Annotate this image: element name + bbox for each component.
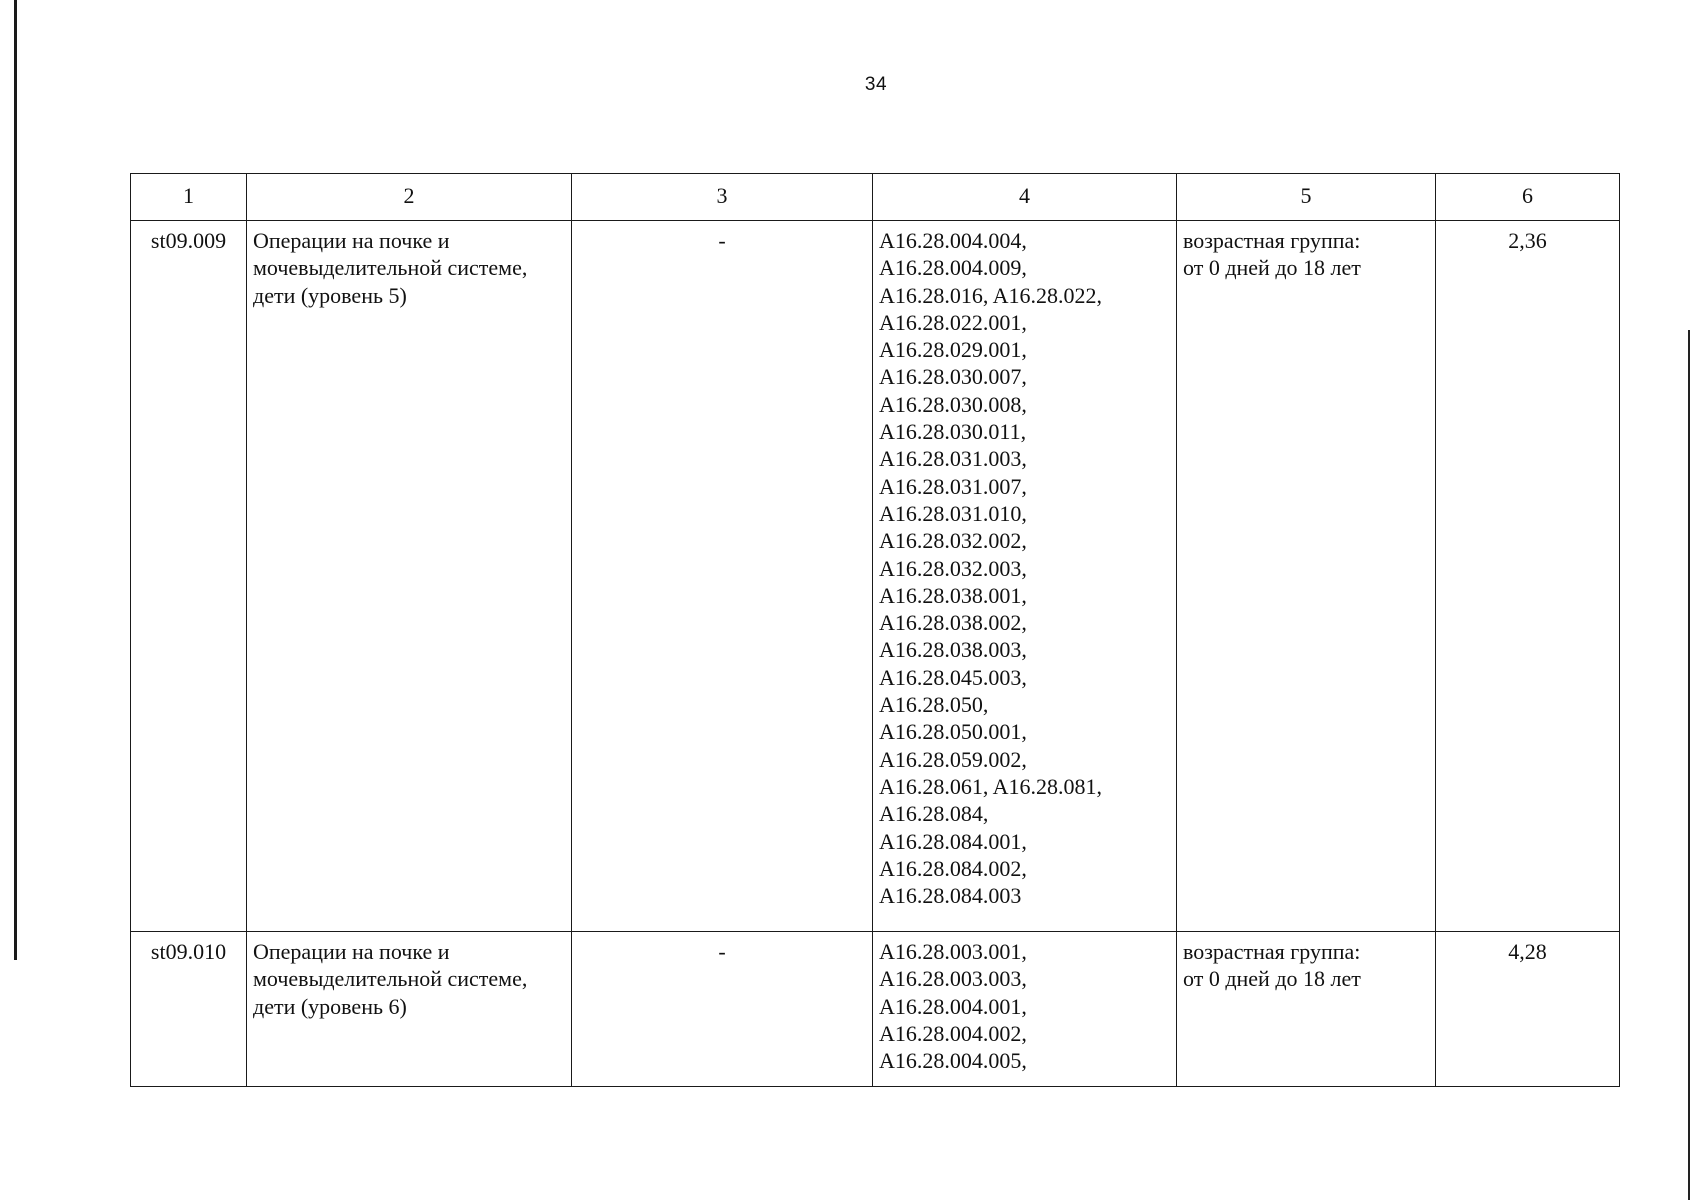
- row-criteria: возрастная группа: от 0 дней до 18 лет: [1177, 221, 1436, 932]
- service-code: A16.28.050.001,: [879, 719, 1027, 745]
- row-name: Операции на почке и мочевыделительной системе, дети (уровень 5): [247, 221, 572, 932]
- page-number: 34: [864, 74, 888, 95]
- row-code: st09.009: [131, 221, 247, 932]
- service-code: A16.28.016, A16.28.022,: [879, 282, 1103, 308]
- service-code: A16.28.084,: [879, 801, 989, 827]
- table-header-row: [131, 174, 1620, 221]
- row-code: st09.010: [131, 932, 247, 1087]
- service-code: A16.28.032.003,: [879, 555, 1027, 581]
- service-code: A16.28.084.002,: [879, 855, 1027, 881]
- service-code: A16.28.004.004,: [879, 228, 1027, 253]
- service-code: A16.28.004.005,: [879, 1048, 1027, 1074]
- row-col3: -: [572, 221, 873, 932]
- service-code: A16.28.030.007,: [879, 364, 1027, 390]
- row-coefficient: 2,36: [1436, 221, 1620, 932]
- service-code: A16.28.038.002,: [879, 610, 1027, 636]
- service-code: A16.28.084.001,: [879, 828, 1027, 854]
- service-code: A16.28.084.003: [879, 883, 1022, 909]
- service-code: A16.28.004.001,: [879, 993, 1027, 1019]
- table-row: [131, 932, 1620, 1087]
- service-code: A16.28.030.008,: [879, 391, 1027, 417]
- service-code: A16.28.050,: [879, 692, 989, 718]
- service-code: A16.28.031.003,: [879, 446, 1027, 472]
- row-criteria: возрастная группа: от 0 дней до 18 лет: [1177, 932, 1436, 1087]
- service-code: A16.28.029.001,: [879, 337, 1027, 363]
- column-header-1: 1: [131, 174, 247, 221]
- service-code: A16.28.038.001,: [879, 582, 1027, 608]
- service-code: A16.28.031.007,: [879, 473, 1027, 499]
- service-code: A16.28.061, A16.28.081,: [879, 773, 1103, 799]
- column-header-5: 5: [1177, 174, 1436, 221]
- service-code: A16.28.045.003,: [879, 664, 1027, 690]
- service-code: A16.28.022.001,: [879, 309, 1027, 335]
- scan-right-edge: [1688, 330, 1690, 1200]
- service-code: A16.28.032.002,: [879, 528, 1027, 554]
- row-coefficient: 4,28: [1436, 932, 1620, 1087]
- service-code: A16.28.004.002,: [879, 1020, 1027, 1046]
- column-header-2: 2: [247, 174, 572, 221]
- row-service-codes: [873, 932, 1177, 1087]
- row-service-codes: [873, 221, 1177, 932]
- row-col3: -: [572, 932, 873, 1087]
- service-code: A16.28.003.001,: [879, 939, 1027, 964]
- tariff-table: [130, 173, 1620, 1087]
- service-code: A16.28.031.010,: [879, 500, 1027, 526]
- column-header-3: 3: [572, 174, 873, 221]
- column-header-6: 6: [1436, 174, 1620, 221]
- service-code: A16.28.030.011,: [879, 419, 1027, 445]
- column-header-4: 4: [873, 174, 1177, 221]
- service-code: A16.28.038.003,: [879, 637, 1027, 663]
- service-code: A16.28.003.003,: [879, 966, 1027, 992]
- service-code: A16.28.059.002,: [879, 746, 1027, 772]
- table-row: [131, 221, 1620, 932]
- service-code: A16.28.004.009,: [879, 255, 1027, 281]
- row-name: Операции на почке и мочевыделительной системе, дети (уровень 6): [247, 932, 572, 1087]
- scan-left-edge: [14, 0, 17, 960]
